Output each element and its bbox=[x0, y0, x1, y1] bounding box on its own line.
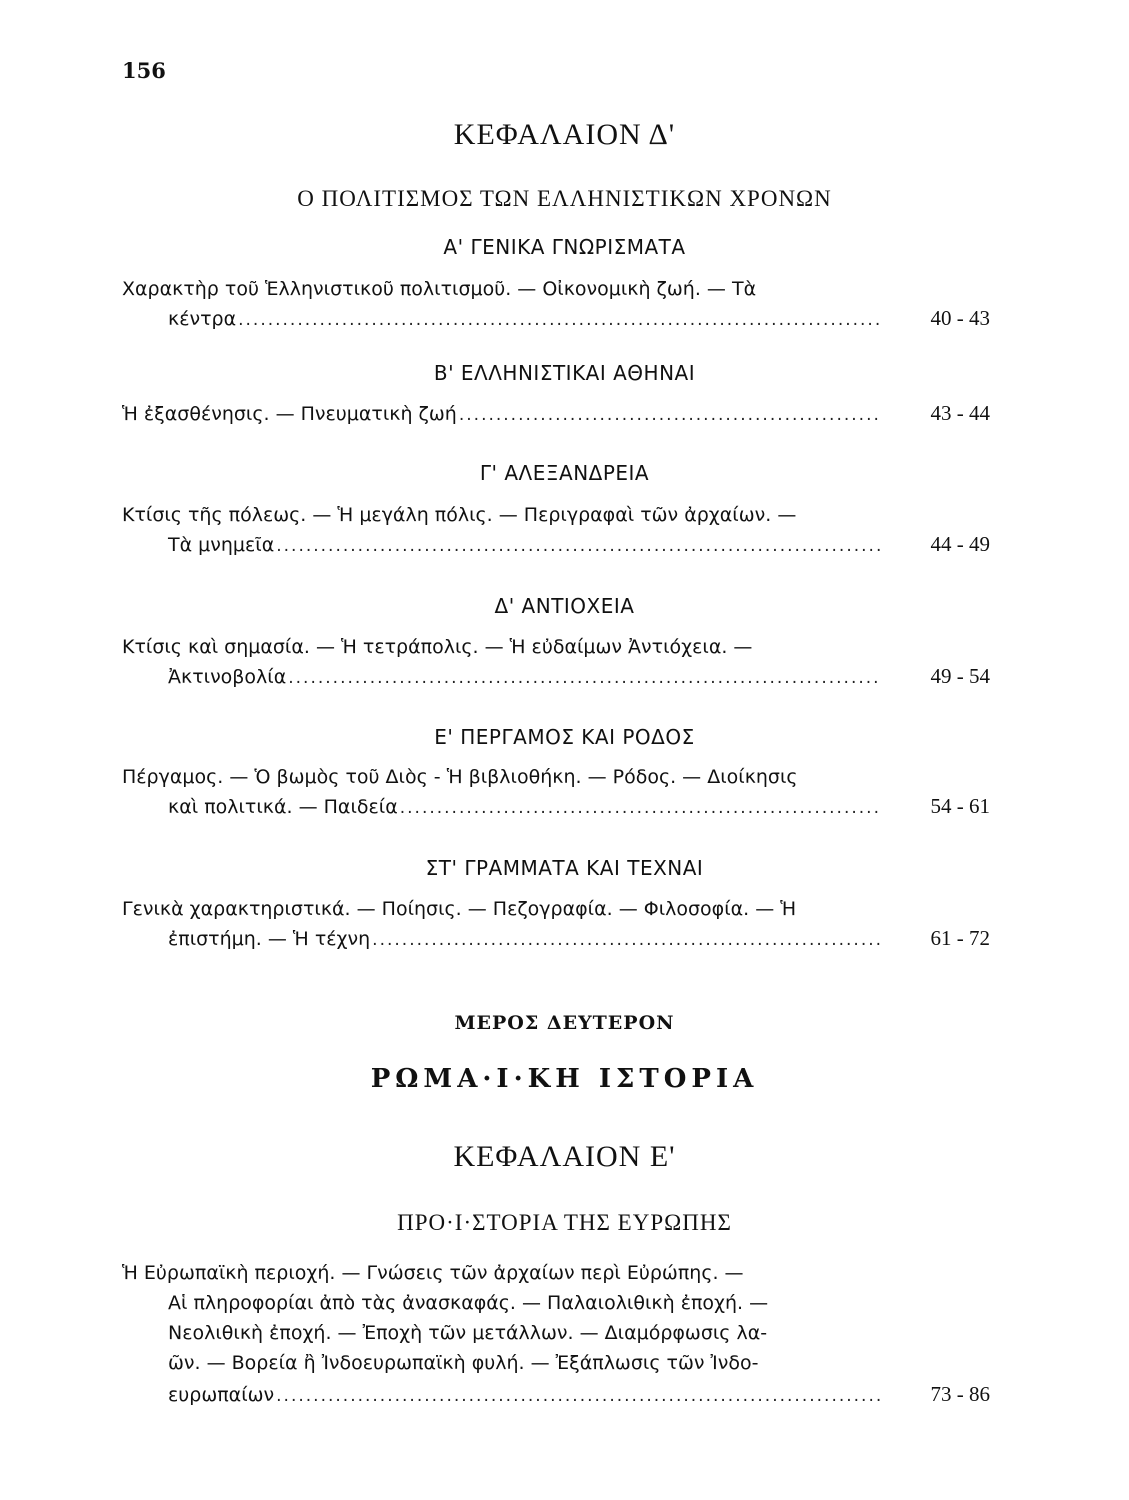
toc-entry-text: Ἡ ἐξασθένησις. — Πνευματικὴ ζωή bbox=[122, 403, 457, 425]
toc-entry-last-line bbox=[168, 794, 990, 819]
page-number: 156 bbox=[122, 58, 166, 83]
page-range: 73 - 86 bbox=[930, 1382, 990, 1406]
page-range: 40 - 43 bbox=[930, 306, 990, 330]
page-range: 54 - 61 bbox=[930, 794, 990, 818]
toc-entry-last-line bbox=[122, 401, 990, 426]
toc-entry-last-line bbox=[168, 1382, 990, 1407]
page-range: 61 - 72 bbox=[930, 926, 990, 950]
roman-history-title: ΡΩΜΑ·Ι·ΚΗ ΙΣΤΟΡΙΑ bbox=[370, 1064, 759, 1094]
section-heading-e: Ε' ΠΕΡΓΑΜΟΣ ΚΑΙ ΡΟΔΟΣ bbox=[434, 725, 695, 749]
dot-leader bbox=[372, 930, 882, 950]
toc-entry-last-line bbox=[168, 664, 990, 689]
page-range: 44 - 49 bbox=[930, 532, 990, 556]
chapter-4-subtitle: Ο ΠΟΛΙΤΙΣΜΟΣ ΤΩΝ ΕΛΛΗΝΙΣΤΙΚΩΝ ΧΡΟΝΩΝ bbox=[297, 186, 832, 211]
toc-entry-line: Ἡ Εὐρωπαϊκὴ περιοχή. — Γνώσεις τῶν ἀρχαίων περὶ Εὐρώπης. — bbox=[122, 1262, 744, 1284]
chapter-5-subtitle: ΠΡΟ·Ι·ΣΤΟΡΙΑ ΤΗΣ ΕΥΡΩΠΗΣ bbox=[397, 1210, 732, 1235]
dot-leader bbox=[288, 668, 882, 688]
section-heading-st: ΣΤ' ΓΡΑΜΜΑΤΑ ΚΑΙ ΤΕΧΝΑΙ bbox=[425, 856, 704, 880]
toc-entry-text: ευρωπαίων bbox=[168, 1384, 275, 1406]
toc-entry-last-line bbox=[168, 306, 990, 331]
toc-entry-line: Γενικὰ χαρακτηριστικά. — Ποίησις. — Πεζογραφία. — Φιλοσοφία. — Ἡ bbox=[122, 898, 797, 920]
toc-entry-text: Ἀκτινοβολία bbox=[168, 666, 287, 688]
chapter-4-title: ΚΕΦΑΛΑΙΟΝ Δ' bbox=[453, 118, 676, 151]
page-range: 43 - 44 bbox=[930, 401, 990, 425]
page-range: 49 - 54 bbox=[930, 664, 990, 688]
toc-entry-last-line bbox=[168, 532, 990, 557]
toc-entry-line: Χαρακτὴρ τοῦ Ἑλληνιστικοῦ πολιτισμοῦ. — Οἰκονομικὴ ζωή. — Τὰ bbox=[122, 278, 757, 300]
toc-entry-text: ἐπιστήμη. — Ἡ τέχνη bbox=[168, 928, 371, 950]
toc-entry-line: Αἱ πληροφορίαι ἀπὸ τὰς ἀνασκαφάς. — Παλαιολιθικὴ ἐποχή. — bbox=[168, 1292, 769, 1314]
toc-entry-line: Κτίσις καὶ σημασία. — Ἡ τετράπολις. — Ἡ εὐδαίμων Ἀντιόχεια. — bbox=[122, 636, 753, 658]
toc-entry-line: Κτίσις τῆς πόλεως. — Ἡ μεγάλη πόλις. — Περιγραφαὶ τῶν ἀρχαίων. — bbox=[122, 504, 797, 526]
chapter-5-title: ΚΕΦΑΛΑΙΟΝ Ε' bbox=[453, 1140, 676, 1173]
toc-entry-text: καὶ πολιτικά. — Παιδεία bbox=[168, 796, 398, 818]
dot-leader bbox=[400, 798, 882, 818]
section-heading-b: Β' ΕΛΛΗΝΙΣΤΙΚΑΙ ΑΘΗΝΑΙ bbox=[433, 361, 696, 385]
toc-entry-line: ῶν. — Βορεία ἢ Ἰνδοευρωπαϊκὴ φυλή. — Ἐξάπλωσις τῶν Ἰνδο- bbox=[168, 1352, 759, 1374]
dot-leader bbox=[276, 1386, 882, 1406]
section-heading-c: Γ' ΑΛΕΞΑΝΔΡΕΙΑ bbox=[479, 461, 650, 485]
section-heading-d: Δ' ΑΝΤΙΟΧΕΙΑ bbox=[494, 594, 635, 618]
part-title: ΜΕΡΟΣ ΔΕΥΤΕΡΟΝ bbox=[454, 1012, 675, 1034]
dot-leader bbox=[238, 310, 882, 330]
toc-entry-text: κέντρα bbox=[168, 308, 237, 330]
toc-entry-text: Τὰ μνημεῖα bbox=[168, 534, 275, 556]
toc-entry-line: Πέργαμος. — Ὁ βωμὸς τοῦ Διὸς - Ἡ βιβλιοθήκη. — Ρόδος. — Διοίκησις bbox=[122, 766, 798, 788]
section-heading-a: Α' ΓΕΝΙΚΑ ΓΝΩΡΙΣΜΑΤΑ bbox=[443, 235, 686, 259]
toc-entry-last-line bbox=[168, 926, 990, 951]
dot-leader bbox=[276, 536, 882, 556]
dot-leader bbox=[459, 405, 882, 425]
toc-entry-line: Νεολιθικὴ ἐποχή. — Ἐποχὴ τῶν μετάλλων. — Διαμόρφωσις λα- bbox=[168, 1322, 768, 1344]
